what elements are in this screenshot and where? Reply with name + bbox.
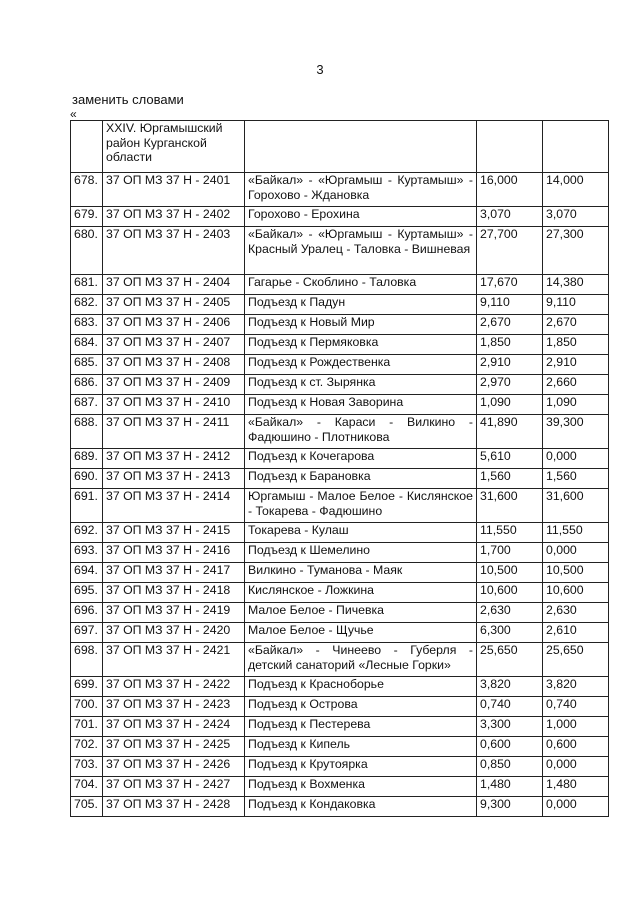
section-header-row bbox=[71, 121, 609, 173]
row-number-cell: 678. bbox=[71, 173, 103, 207]
table-row bbox=[71, 797, 609, 817]
row-number-cell: 703. bbox=[71, 757, 103, 777]
length-value-2-cell: 9,110 bbox=[543, 295, 609, 315]
length-value-1-cell: 5,610 bbox=[477, 449, 543, 469]
table-row bbox=[71, 469, 609, 489]
table-row bbox=[71, 677, 609, 697]
length-value-2-cell: 11,550 bbox=[543, 523, 609, 543]
length-value-1-cell: 16,000 bbox=[477, 173, 543, 207]
table-row bbox=[71, 523, 609, 543]
road-code-cell: 37 ОП МЗ 37 Н - 2422 bbox=[103, 677, 245, 697]
length-value-2-cell: 0,000 bbox=[543, 797, 609, 817]
table-row bbox=[71, 375, 609, 395]
length-value-2-cell: 0,740 bbox=[543, 697, 609, 717]
road-code-cell: 37 ОП МЗ 37 Н - 2428 bbox=[103, 797, 245, 817]
table-row bbox=[71, 207, 609, 227]
length-value-2-cell: 2,910 bbox=[543, 355, 609, 375]
road-name-cell: «Байкал» - Караси - Вилкино - Фадюшино - Плотникова bbox=[245, 415, 477, 449]
road-code-cell: 37 ОП МЗ 37 Н - 2418 bbox=[103, 583, 245, 603]
length-value-1-cell: 0,600 bbox=[477, 737, 543, 757]
row-number-cell: 698. bbox=[71, 643, 103, 677]
road-code-cell: 37 ОП МЗ 37 Н - 2408 bbox=[103, 355, 245, 375]
section-v1-cell bbox=[477, 121, 543, 173]
length-value-2-cell: 1,090 bbox=[543, 395, 609, 415]
length-value-1-cell: 0,740 bbox=[477, 697, 543, 717]
road-name-cell: «Байкал» - «Юргамыш - Куртамыш» - Красный Уралец - Таловка - Вишневая bbox=[245, 227, 477, 275]
road-name-cell: Подъезд к Кочегарова bbox=[245, 449, 477, 469]
road-code-cell: 37 ОП МЗ 37 Н - 2406 bbox=[103, 315, 245, 335]
road-name-cell: Подъезд к Кондаковка bbox=[245, 797, 477, 817]
length-value-2-cell: 2,630 bbox=[543, 603, 609, 623]
length-value-2-cell: 2,660 bbox=[543, 375, 609, 395]
length-value-1-cell: 2,910 bbox=[477, 355, 543, 375]
row-number-cell: 700. bbox=[71, 697, 103, 717]
road-code-cell: 37 ОП МЗ 37 Н - 2411 bbox=[103, 415, 245, 449]
length-value-2-cell: 0,000 bbox=[543, 449, 609, 469]
table-row bbox=[71, 395, 609, 415]
table-row bbox=[71, 603, 609, 623]
length-value-1-cell: 1,850 bbox=[477, 335, 543, 355]
length-value-2-cell: 0,000 bbox=[543, 543, 609, 563]
row-number-cell: 683. bbox=[71, 315, 103, 335]
row-number-cell: 702. bbox=[71, 737, 103, 757]
section-name-cell bbox=[245, 121, 477, 173]
page-number: 3 bbox=[316, 62, 324, 77]
table-row bbox=[71, 717, 609, 737]
length-value-1-cell: 25,650 bbox=[477, 643, 543, 677]
table-row bbox=[71, 227, 609, 275]
length-value-1-cell: 41,890 bbox=[477, 415, 543, 449]
length-value-2-cell: 27,300 bbox=[543, 227, 609, 275]
road-name-cell: Горохово - Ерохина bbox=[245, 207, 477, 227]
row-number-cell: 705. bbox=[71, 797, 103, 817]
section-num-cell bbox=[71, 121, 103, 173]
length-value-1-cell: 3,820 bbox=[477, 677, 543, 697]
road-name-cell: Подъезд к Новый Мир bbox=[245, 315, 477, 335]
road-code-cell: 37 ОП МЗ 37 Н - 2420 bbox=[103, 623, 245, 643]
length-value-2-cell: 14,380 bbox=[543, 275, 609, 295]
road-name-cell: Гагарье - Скоблино - Таловка bbox=[245, 275, 477, 295]
road-code-cell: 37 ОП МЗ 37 Н - 2402 bbox=[103, 207, 245, 227]
length-value-1-cell: 1,480 bbox=[477, 777, 543, 797]
row-number-cell: 697. bbox=[71, 623, 103, 643]
intro-text: заменить словами bbox=[72, 92, 184, 107]
length-value-2-cell: 10,500 bbox=[543, 563, 609, 583]
table-row bbox=[71, 643, 609, 677]
row-number-cell: 692. bbox=[71, 523, 103, 543]
row-number-cell: 704. bbox=[71, 777, 103, 797]
road-code-cell: 37 ОП МЗ 37 Н - 2414 bbox=[103, 489, 245, 523]
table-row bbox=[71, 489, 609, 523]
length-value-1-cell: 27,700 bbox=[477, 227, 543, 275]
road-code-cell: 37 ОП МЗ 37 Н - 2424 bbox=[103, 717, 245, 737]
road-name-cell: Малое Белое - Щучье bbox=[245, 623, 477, 643]
length-value-2-cell: 1,560 bbox=[543, 469, 609, 489]
length-value-2-cell: 1,850 bbox=[543, 335, 609, 355]
row-number-cell: 691. bbox=[71, 489, 103, 523]
table-row bbox=[71, 295, 609, 315]
length-value-1-cell: 2,670 bbox=[477, 315, 543, 335]
row-number-cell: 684. bbox=[71, 335, 103, 355]
table-row bbox=[71, 449, 609, 469]
length-value-2-cell: 10,600 bbox=[543, 583, 609, 603]
road-name-cell: Кислянское - Ложкина bbox=[245, 583, 477, 603]
road-code-cell: 37 ОП МЗ 37 Н - 2421 bbox=[103, 643, 245, 677]
road-code-cell: 37 ОП МЗ 37 Н - 2419 bbox=[103, 603, 245, 623]
row-number-cell: 694. bbox=[71, 563, 103, 583]
length-value-1-cell: 9,300 bbox=[477, 797, 543, 817]
section-title-cell: XXIV. Юргамышский район Курганской области bbox=[103, 121, 245, 173]
length-value-1-cell: 2,970 bbox=[477, 375, 543, 395]
length-value-1-cell: 1,090 bbox=[477, 395, 543, 415]
road-code-cell: 37 ОП МЗ 37 Н - 2416 bbox=[103, 543, 245, 563]
length-value-2-cell: 14,000 bbox=[543, 173, 609, 207]
road-name-cell: Подъезд к Острова bbox=[245, 697, 477, 717]
road-code-cell: 37 ОП МЗ 37 Н - 2417 bbox=[103, 563, 245, 583]
road-name-cell: Подъезд к Вохменка bbox=[245, 777, 477, 797]
road-code-cell: 37 ОП МЗ 37 Н - 2409 bbox=[103, 375, 245, 395]
road-name-cell: Подъезд к ст. Зырянка bbox=[245, 375, 477, 395]
length-value-1-cell: 1,560 bbox=[477, 469, 543, 489]
road-name-cell: Подъезд к Падун bbox=[245, 295, 477, 315]
row-number-cell: 695. bbox=[71, 583, 103, 603]
road-code-cell: 37 ОП МЗ 37 Н - 2425 bbox=[103, 737, 245, 757]
road-code-cell: 37 ОП МЗ 37 Н - 2426 bbox=[103, 757, 245, 777]
row-number-cell: 685. bbox=[71, 355, 103, 375]
road-code-cell: 37 ОП МЗ 37 Н - 2403 bbox=[103, 227, 245, 275]
row-number-cell: 701. bbox=[71, 717, 103, 737]
road-name-cell: Подъезд к Шемелино bbox=[245, 543, 477, 563]
road-name-cell: Подъезд к Красноборье bbox=[245, 677, 477, 697]
road-name-cell: Подъезд к Рождественка bbox=[245, 355, 477, 375]
road-name-cell: Вилкино - Туманова - Маяк bbox=[245, 563, 477, 583]
row-number-cell: 689. bbox=[71, 449, 103, 469]
road-code-cell: 37 ОП МЗ 37 Н - 2412 bbox=[103, 449, 245, 469]
road-code-cell: 37 ОП МЗ 37 Н - 2415 bbox=[103, 523, 245, 543]
length-value-1-cell: 3,300 bbox=[477, 717, 543, 737]
road-name-cell: «Байкал» - Чинеево - Губерля - детский санаторий «Лесные Горки» bbox=[245, 643, 477, 677]
road-name-cell: Подъезд к Кипель bbox=[245, 737, 477, 757]
table-row bbox=[71, 623, 609, 643]
road-code-cell: 37 ОП МЗ 37 Н - 2404 bbox=[103, 275, 245, 295]
length-value-1-cell: 31,600 bbox=[477, 489, 543, 523]
road-name-cell: Подъезд к Пермяковка bbox=[245, 335, 477, 355]
length-value-1-cell: 9,110 bbox=[477, 295, 543, 315]
roads-table bbox=[70, 120, 609, 817]
length-value-1-cell: 6,300 bbox=[477, 623, 543, 643]
road-code-cell: 37 ОП МЗ 37 Н - 2407 bbox=[103, 335, 245, 355]
length-value-1-cell: 11,550 bbox=[477, 523, 543, 543]
length-value-2-cell: 2,670 bbox=[543, 315, 609, 335]
length-value-1-cell: 10,600 bbox=[477, 583, 543, 603]
row-number-cell: 679. bbox=[71, 207, 103, 227]
row-number-cell: 693. bbox=[71, 543, 103, 563]
row-number-cell: 690. bbox=[71, 469, 103, 489]
road-name-cell: Подъезд к Барановка bbox=[245, 469, 477, 489]
table-row bbox=[71, 543, 609, 563]
length-value-2-cell: 0,600 bbox=[543, 737, 609, 757]
table-row bbox=[71, 415, 609, 449]
road-code-cell: 37 ОП МЗ 37 Н - 2410 bbox=[103, 395, 245, 415]
length-value-1-cell: 10,500 bbox=[477, 563, 543, 583]
length-value-2-cell: 1,000 bbox=[543, 717, 609, 737]
road-code-cell: 37 ОП МЗ 37 Н - 2405 bbox=[103, 295, 245, 315]
open-quote: « bbox=[70, 107, 77, 121]
table-row bbox=[71, 275, 609, 295]
row-number-cell: 680. bbox=[71, 227, 103, 275]
table-row bbox=[71, 737, 609, 757]
table-row bbox=[71, 315, 609, 335]
road-code-cell: 37 ОП МЗ 37 Н - 2427 bbox=[103, 777, 245, 797]
length-value-2-cell: 39,300 bbox=[543, 415, 609, 449]
section-v2-cell bbox=[543, 121, 609, 173]
table-row bbox=[71, 697, 609, 717]
length-value-2-cell: 25,650 bbox=[543, 643, 609, 677]
length-value-2-cell: 2,610 bbox=[543, 623, 609, 643]
table-row bbox=[71, 757, 609, 777]
table-row bbox=[71, 173, 609, 207]
row-number-cell: 686. bbox=[71, 375, 103, 395]
row-number-cell: 688. bbox=[71, 415, 103, 449]
road-name-cell: Малое Белое - Пичевка bbox=[245, 603, 477, 623]
length-value-2-cell: 1,480 bbox=[543, 777, 609, 797]
length-value-1-cell: 3,070 bbox=[477, 207, 543, 227]
table-row bbox=[71, 335, 609, 355]
length-value-1-cell: 1,700 bbox=[477, 543, 543, 563]
length-value-1-cell: 2,630 bbox=[477, 603, 543, 623]
length-value-2-cell: 31,600 bbox=[543, 489, 609, 523]
road-name-cell: «Байкал» - «Юргамыш - Куртамыш» - Горохово - Ждановка bbox=[245, 173, 477, 207]
road-name-cell: Подъезд к Пестерева bbox=[245, 717, 477, 737]
road-name-cell: Токарева - Кулаш bbox=[245, 523, 477, 543]
road-code-cell: 37 ОП МЗ 37 Н - 2413 bbox=[103, 469, 245, 489]
length-value-2-cell: 3,070 bbox=[543, 207, 609, 227]
length-value-1-cell: 17,670 bbox=[477, 275, 543, 295]
row-number-cell: 699. bbox=[71, 677, 103, 697]
length-value-2-cell: 0,000 bbox=[543, 757, 609, 777]
row-number-cell: 696. bbox=[71, 603, 103, 623]
roads-table-body bbox=[71, 121, 609, 817]
table-row bbox=[71, 777, 609, 797]
row-number-cell: 687. bbox=[71, 395, 103, 415]
row-number-cell: 682. bbox=[71, 295, 103, 315]
table-row bbox=[71, 355, 609, 375]
road-code-cell: 37 ОП МЗ 37 Н - 2401 bbox=[103, 173, 245, 207]
road-name-cell: Подъезд к Крутоярка bbox=[245, 757, 477, 777]
table-row bbox=[71, 563, 609, 583]
length-value-2-cell: 3,820 bbox=[543, 677, 609, 697]
row-number-cell: 681. bbox=[71, 275, 103, 295]
road-code-cell: 37 ОП МЗ 37 Н - 2423 bbox=[103, 697, 245, 717]
road-name-cell: Подъезд к Новая Заворина bbox=[245, 395, 477, 415]
length-value-1-cell: 0,850 bbox=[477, 757, 543, 777]
table-row bbox=[71, 583, 609, 603]
road-name-cell: Юргамыш - Малое Белое - Кислянское - Токарева - Фадюшино bbox=[245, 489, 477, 523]
